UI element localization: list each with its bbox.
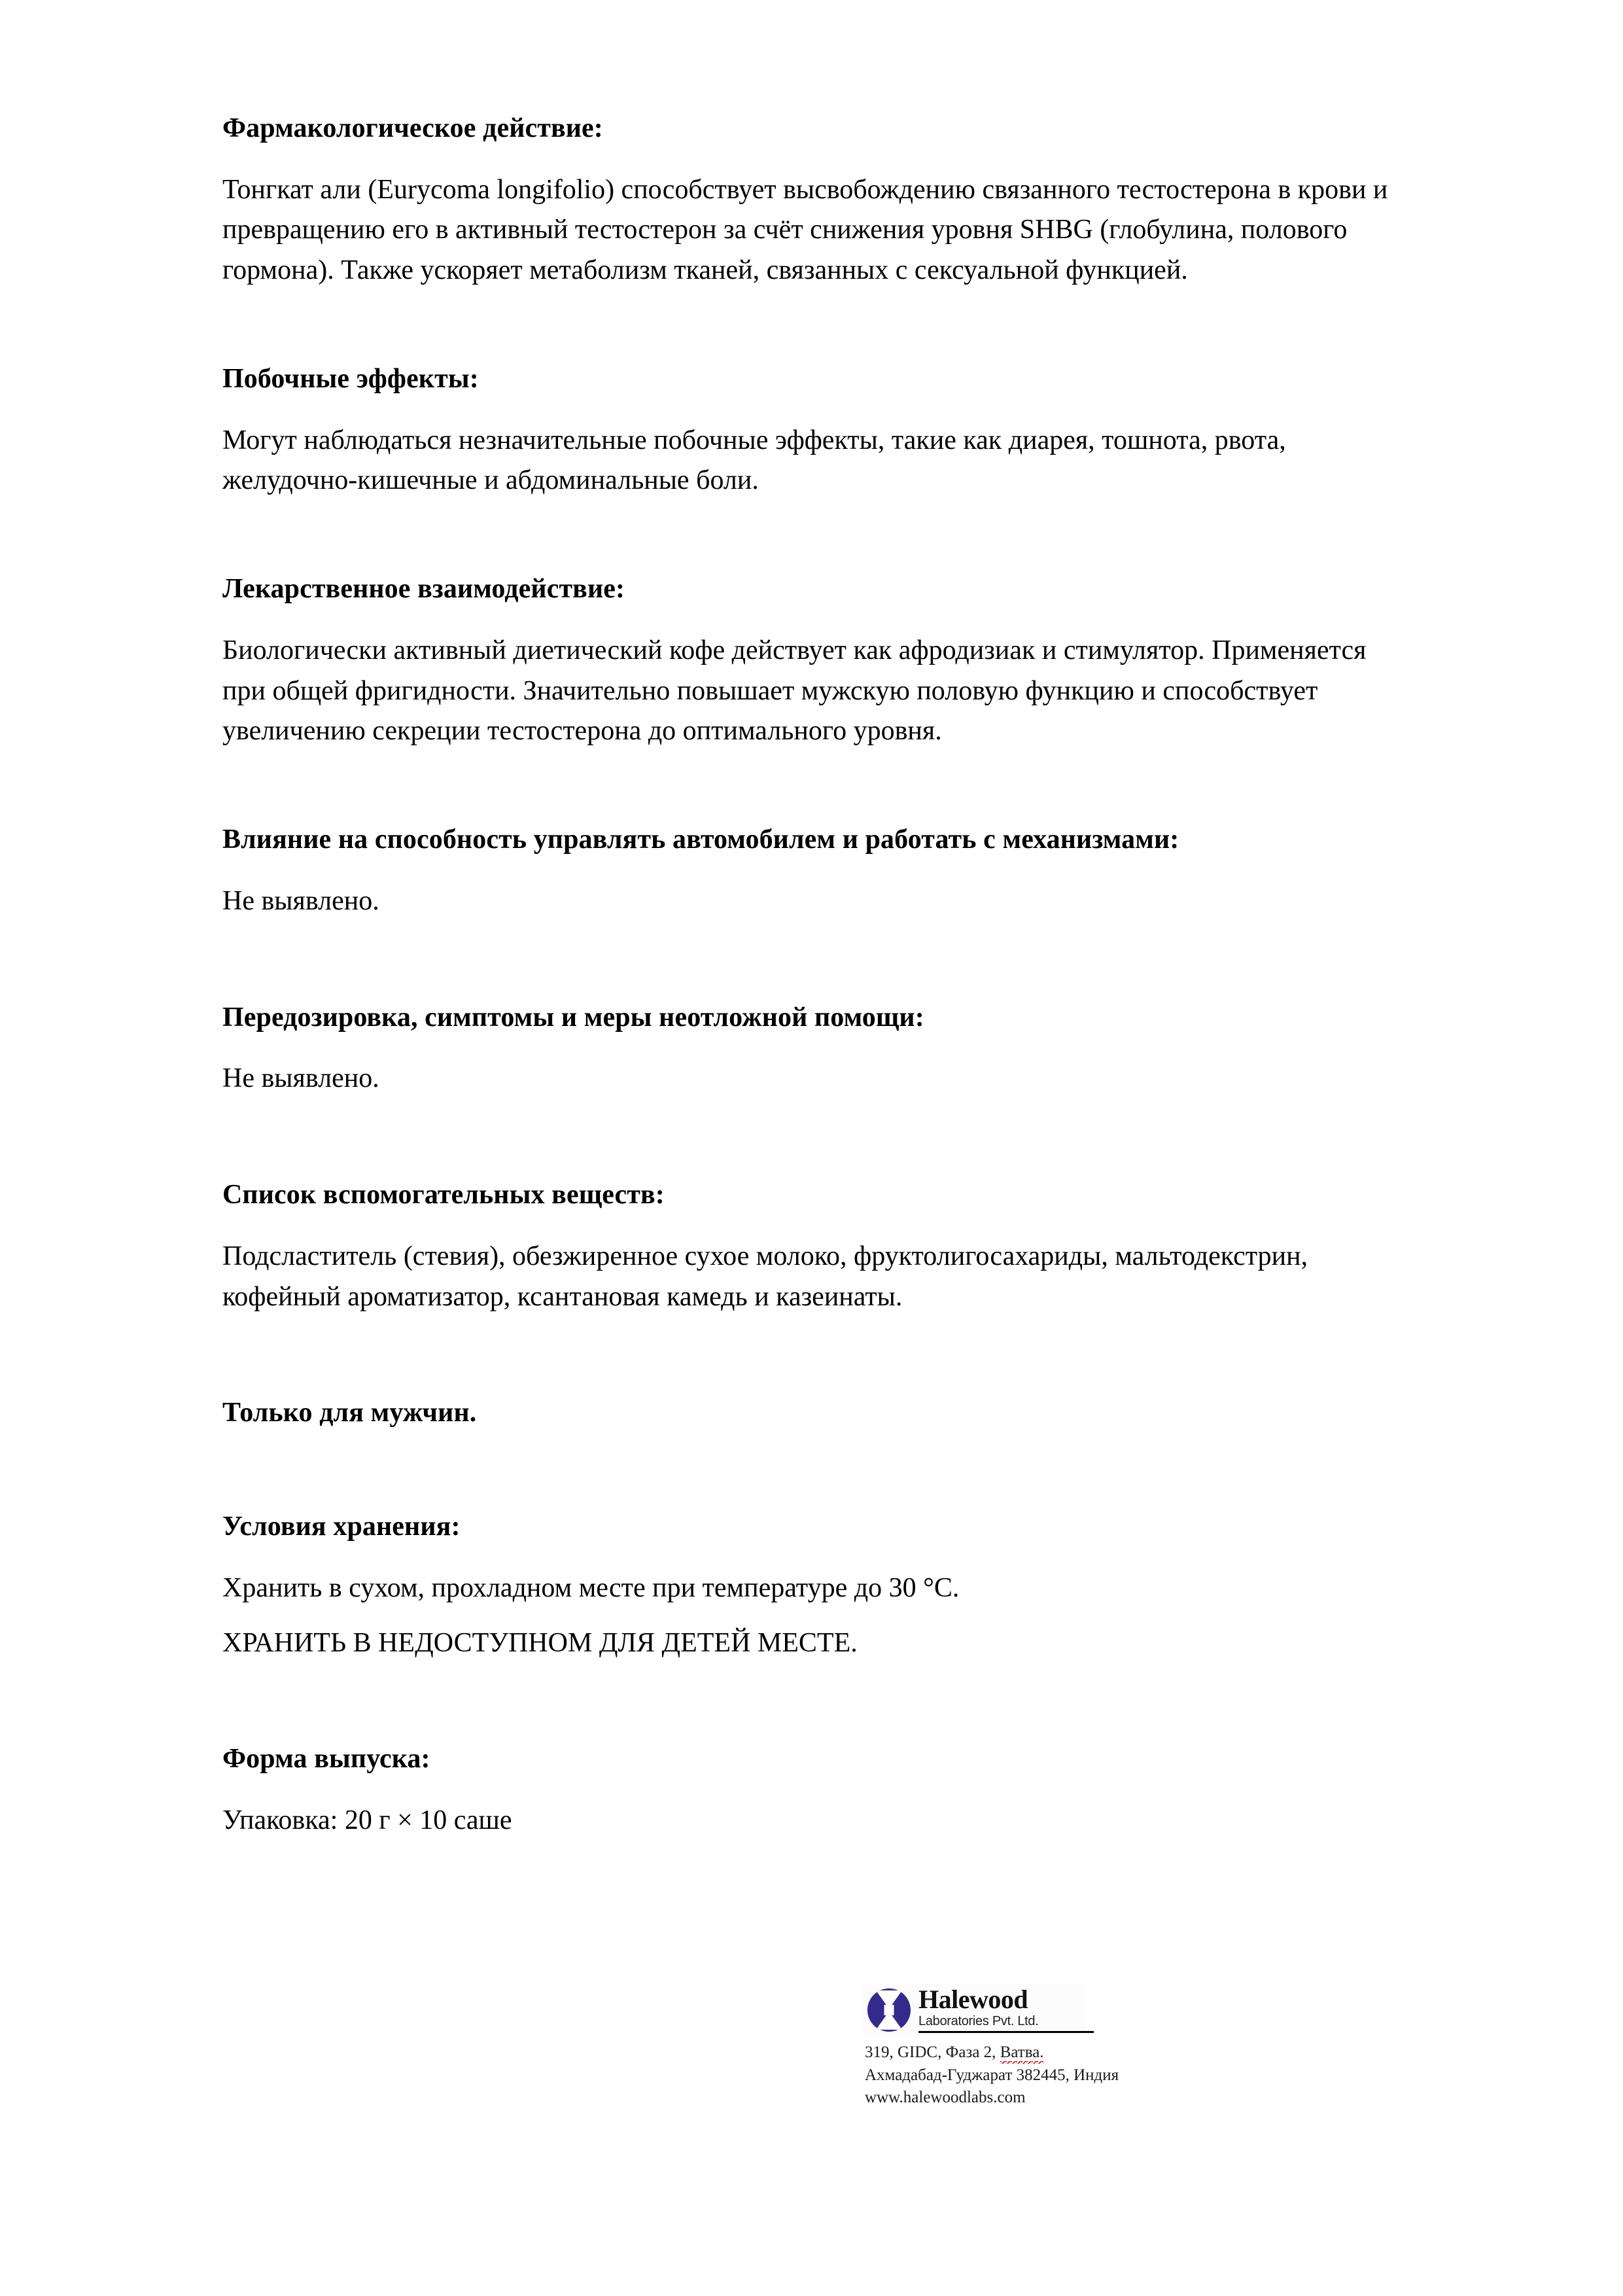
- section-body-side-effects: Могут наблюдаться незначительные побочные эффекты, такие как диарея, тошнота, рвота, желудочно-кишечные и абдоминальные боли.: [222, 425, 1286, 496]
- spacer: [222, 858, 1393, 881]
- company-address: [865, 2041, 1320, 2110]
- halewood-logo: [862, 1983, 1086, 2036]
- manufacturer-footer: [862, 1983, 1320, 2110]
- spacer: [222, 1777, 1393, 1801]
- spacer: [222, 1035, 1393, 1059]
- section-heading-package-form: Форма выпуска:: [222, 1744, 430, 1775]
- spacer: [222, 1099, 1393, 1178]
- section-body-driving-ability: Не выявлено.: [222, 885, 379, 916]
- spacer: [222, 147, 1393, 170]
- address-line-1: [865, 2041, 1320, 2064]
- spacer: [222, 1317, 1393, 1396]
- section-heading-drug-interaction: Лекарственное взаимодействие:: [222, 574, 625, 605]
- section-heading-driving-ability: Влияние на способность управлять автомобилем и работать с механизмами:: [222, 824, 1179, 855]
- section-heading-side-effects: Побочные эффекты:: [222, 363, 479, 394]
- spacer: [222, 607, 1393, 631]
- hourglass-waist: [884, 2005, 894, 2015]
- halewood-hourglass-mark-icon: [867, 1988, 911, 2032]
- address-city-misspelled: Ватва.: [1000, 2043, 1044, 2064]
- section-body-package-form: Упаковка: 20 г × 10 саше: [222, 1805, 512, 1836]
- spacer: [222, 922, 1393, 1000]
- address-line-1-prefix: 319, GIDC, Фаза 2,: [865, 2043, 1000, 2061]
- document-body: [222, 111, 1393, 1841]
- company-subtitle: Laboratories Pvt. Ltd.: [918, 2015, 1094, 2033]
- spacer: [222, 1213, 1393, 1237]
- company-name: Halewood: [918, 1985, 1028, 2014]
- section-body-excipients: Подсластитель (стевия), обезжиренное сухое молоко, фруктолигосахариды, мальтодекстрин, кофейный ароматизатор, ксантановая камедь и казеинаты.: [222, 1241, 1308, 1312]
- section-body-pharmacological-action: Тонгкат али (Eurycoma longifolio) способствует высвобождению связанного тестостерона в крови и превращению его в активный тестостерон за счёт снижения уровня SHBG (глобулина, полового гормона). Также ускоряет метаболизм тканей, связанных с сексуальной функцией.: [222, 174, 1388, 286]
- section-body-storage-keep-away: ХРАНИТЬ В НЕДОСТУПНОМ ДЛЯ ДЕТЕЙ МЕСТЕ.: [222, 1627, 858, 1658]
- logo-wordmark: [918, 1987, 1094, 2033]
- spacer: [222, 1609, 1393, 1623]
- section-body-overdose: Не выявлено.: [222, 1063, 379, 1094]
- company-website: www.halewoodlabs.com: [865, 2089, 1026, 2106]
- spacer: [222, 501, 1393, 572]
- address-line-2: Ахмадабад-Гуджарат 382445, Индия: [865, 2066, 1119, 2084]
- spacer: [222, 291, 1393, 362]
- section-heading-storage: Условия хранения:: [222, 1511, 461, 1542]
- spacer: [222, 1663, 1393, 1742]
- section-heading-excipients: Список вспомогательных веществ:: [222, 1180, 665, 1210]
- spacer: [222, 1431, 1393, 1510]
- spacer: [222, 752, 1393, 822]
- section-heading-overdose: Передозировка, симптомы и меры неотложной помощи:: [222, 1002, 924, 1033]
- section-body-drug-interaction: Биологически активный диетический кофе действует как афродизиак и стимулятор. Применяется при общей фригидности. Значительно повышает мужскую половую функцию и способствует увеличению секреции тестостерона до оптимального уровня.: [222, 635, 1367, 747]
- spacer: [222, 1545, 1393, 1568]
- section-heading-men-only: Только для мужчин.: [222, 1398, 477, 1428]
- section-heading-pharmacological-action: Фармакологическое действие:: [222, 113, 603, 143]
- spacer: [222, 397, 1393, 421]
- section-body-storage: Хранить в сухом, прохладном месте при температуре до 30 °C.: [222, 1572, 960, 1603]
